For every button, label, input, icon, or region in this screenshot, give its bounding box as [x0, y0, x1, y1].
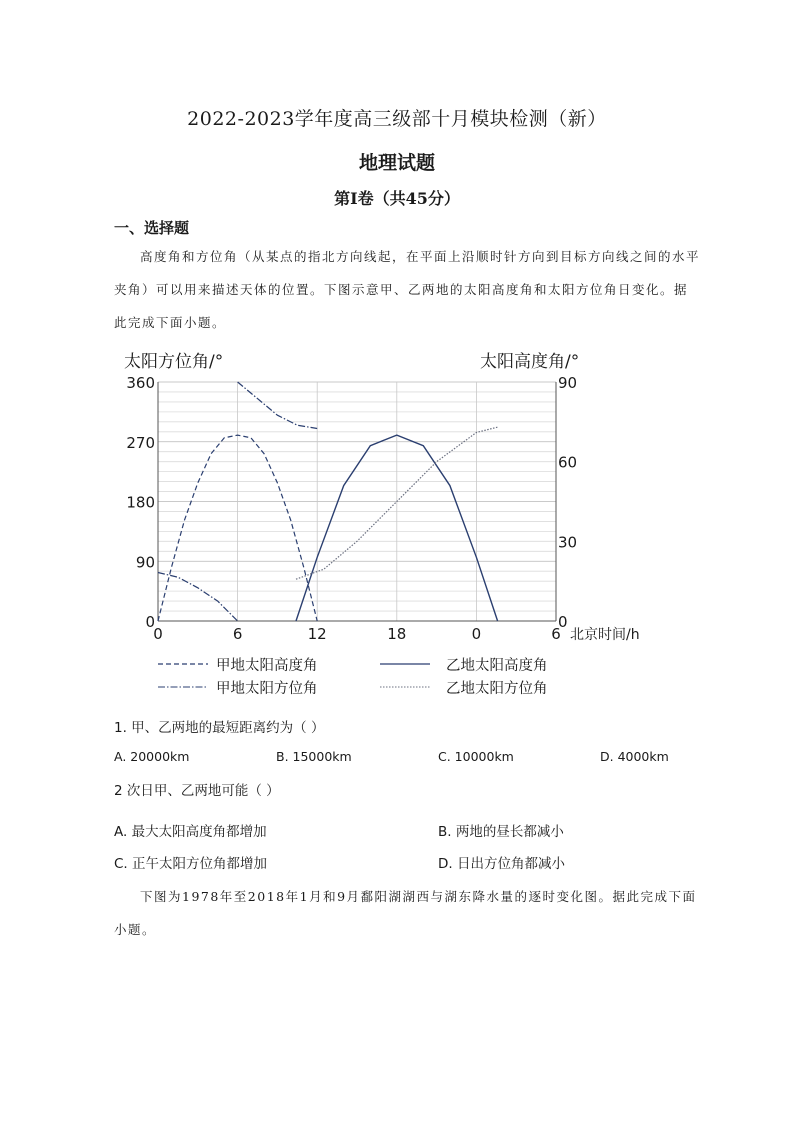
q2-option-c[interactable]: C. 正午太阳方位角都增加	[114, 856, 268, 872]
x-tick-label: 0	[471, 625, 482, 643]
question-2-stem: 2 次日甲、乙两地可能（ ）	[114, 783, 280, 799]
x-tick-label: 6	[551, 625, 561, 643]
y-left-tick-labels	[126, 374, 155, 631]
y-left-tick-label: 360	[126, 374, 155, 392]
q1-option-c[interactable]: C. 10000km	[438, 749, 514, 764]
legend-label-jia-altitude: 甲地太阳高度角	[216, 658, 318, 674]
section-heading: 一、选择题	[114, 219, 190, 237]
chart-legend	[158, 656, 548, 697]
x-tick-label: 6	[232, 625, 243, 643]
series-line-2	[158, 573, 238, 622]
exam-subtitle: 地理试题	[358, 152, 435, 174]
q2-option-d[interactable]: D. 日出方位角都减小	[438, 856, 565, 872]
x-tick-labels	[153, 625, 561, 643]
y-left-tick-label: 0	[145, 613, 155, 631]
y-right-tick-label: 90	[558, 374, 578, 392]
x-tick-label: 18	[387, 625, 407, 643]
x-axis-label: 北京时间/h	[570, 627, 640, 643]
volume-heading: 第Ⅰ卷（共45分）	[334, 189, 460, 208]
q1-option-b[interactable]: B. 15000km	[276, 749, 352, 764]
y-right-axis-label: 太阳高度角/°	[480, 352, 580, 372]
exam-title: 2022-2023学年度高三级部十月模块检测（新）	[187, 108, 607, 130]
y-left-tick-label: 270	[126, 433, 155, 452]
question-1-stem: 1. 甲、乙两地的最短距离约为（ ）	[114, 720, 325, 736]
y-left-tick-label: 90	[135, 553, 155, 572]
legend-label-yi-altitude: 乙地太阳高度角	[446, 658, 548, 674]
y-left-tick-label: 180	[126, 493, 155, 512]
passage-2: 下图为1978年至2018年1月和9月鄱阳湖湖西与湖东降水量的逐时变化图。据此完成下面小题。	[114, 889, 697, 937]
y-right-tick-label: 0	[558, 613, 568, 631]
passage-1: 高度角和方位角（从某点的指北方向线起，在平面上沿顺时针方向到目标方向线之间的水平夹角）可以用来描述天体的位置。下图示意甲、乙两地的太阳高度角和太阳方位角日变化。据此完成下面小题。	[114, 249, 701, 330]
q1-option-d[interactable]: D. 4000km	[600, 749, 669, 764]
sun-angle-chart	[112, 345, 702, 700]
y-right-tick-label: 60	[558, 453, 578, 472]
y-right-tick-label: 30	[558, 533, 578, 552]
chart-grid	[158, 382, 556, 621]
legend-label-yi-azimuth: 乙地太阳方位角	[446, 681, 548, 697]
q1-option-a[interactable]: A. 20000km	[114, 749, 190, 764]
q2-option-b[interactable]: B. 两地的昼长都减小	[438, 824, 564, 840]
legend-label-jia-azimuth: 甲地太阳方位角	[216, 681, 318, 697]
x-tick-label: 12	[307, 625, 327, 643]
y-right-tick-labels	[558, 374, 577, 631]
q2-option-a[interactable]: A. 最大太阳高度角都增加	[114, 824, 267, 840]
x-tick-label: 0	[153, 625, 163, 643]
y-left-axis-label: 太阳方位角/°	[124, 352, 224, 372]
